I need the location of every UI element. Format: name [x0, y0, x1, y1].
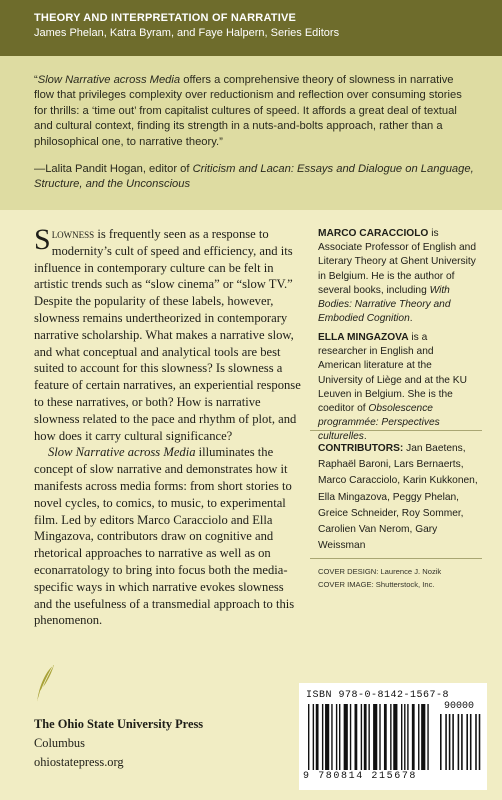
attribution-work: Criticism and Lacan: Essays and Dialogue on Language, Structure, and the Unconscious — [34, 163, 474, 191]
lead-smallcaps: lowness — [51, 227, 95, 241]
endorsement-quote — [34, 73, 474, 150]
bio-caracciolo-name: MARCO CARACCIOLO — [318, 228, 429, 239]
bio-caracciolo-text: is Associate Professor of English and Literary Theory at Ghent University in Belgium. He is the author of several books, including — [318, 228, 476, 296]
paragraph-1-text: is frequently seen as a response to modernity’s cult of speed and efficiency, and its influence in contemporary culture can be felt in artistic trends such as “slow cinema” or “slow TV.” Despite the popularity of these labels, however, slowness remains undertheorized in contemporary narrative scholarship. What makes a narrative slow, and what conceptual and analytical tools are best suited to account for this slowness? Is slowness a feature of certain narratives, an experiential response to these narratives, or both? How is narrative slowness related to the pace and rhythm of plot, and how does it carry cultural significance? — [34, 227, 301, 443]
quote-book-title: Slow Narrative across Media — [37, 74, 181, 86]
feather-quill-icon — [33, 664, 55, 704]
barcode-bar — [427, 704, 428, 770]
paragraph-2-text: illuminates the concept of slow narrative and demonstrates how it manifests across media forms: from short stories to novel cycles, to comics, to music, to experimental film. Led by editors Marco Caracciolo and Ella Mingazova, contributors draw on cognitive and rhetorical approaches to narrative as well as on econarratology to bring into focus both the media-specific ways in which narrative evokes slowness and the usefulness of a transmedial approach to this phenomenon. — [34, 445, 295, 628]
drop-cap: S — [34, 223, 51, 256]
barcode-bar — [475, 714, 477, 770]
barcode-bar — [373, 704, 377, 770]
series-title: THEORY AND INTERPRETATION OF NARRATIVE — [34, 12, 297, 24]
bio-mingazova-book: Obsolescence programmée: Perspectives culturelles — [318, 403, 440, 443]
barcode-bar — [449, 714, 451, 770]
quote-text: offers a comprehensive theory of slowness in narrative flow that privileges complexity over reductionism and reflection over consuming stories for thrills: a ‘time out’ from capitalist cultures of speed. It affords a great deal of textual and cultural context, finding its strength in a nuts-and-bolts approach, rather than a philosophical one, to narrative theory.” — [34, 74, 462, 148]
barcode-bar — [466, 714, 468, 770]
publisher-url: ohiostatepress.org — [34, 755, 124, 769]
barcode-bar — [322, 704, 323, 770]
barcode-bar — [325, 704, 329, 770]
barcode-bar — [421, 704, 425, 770]
bio-caracciolo-end: . — [409, 313, 413, 325]
barcode-bar — [440, 714, 442, 770]
barcode-bar — [458, 714, 460, 770]
barcode-bar — [368, 704, 369, 770]
contributors-label: CONTRIBUTORS: — [318, 443, 404, 454]
description-paragraph-2 — [34, 444, 302, 629]
bio-mingazova-end: . — [363, 431, 367, 443]
divider — [310, 430, 482, 431]
cover-credits — [318, 566, 482, 591]
contributors-list — [318, 441, 482, 554]
barcode-bar — [355, 704, 358, 770]
barcode-bar — [452, 714, 454, 770]
paragraph-2-title: Slow Narrative across Media — [48, 445, 196, 460]
bio-mingazova — [318, 331, 478, 445]
price-addon-barcode — [440, 714, 484, 770]
bio-mingazova-text: is a researcher in English and American literature at the University of Liège and at the KU Leuven in Belgium. She is the coeditor of — [318, 332, 467, 415]
barcode-bar — [316, 704, 319, 770]
barcode-bar — [350, 704, 351, 770]
divider — [310, 558, 482, 559]
barcode-bar — [339, 704, 340, 770]
barcode-bar — [313, 704, 314, 770]
barcode-bar — [418, 704, 419, 770]
cover-design-credit: COVER DESIGN: Laurence J. Nozik — [318, 567, 442, 576]
barcode-bar — [384, 704, 387, 770]
barcode-bar — [361, 704, 362, 770]
publisher-block — [34, 715, 203, 772]
barcode-bar — [404, 704, 405, 770]
barcode-bar — [407, 704, 408, 770]
barcode-bar — [379, 704, 380, 770]
bio-mingazova-name: ELLA MINGAZOVA — [318, 332, 409, 343]
publisher-city: Columbus — [34, 736, 85, 750]
barcode-bar — [308, 704, 309, 770]
attribution-lead: —Lalita Pandit Hogan, editor of — [34, 163, 193, 175]
barcode-bar — [445, 714, 447, 770]
barcode-bar — [344, 704, 348, 770]
publisher-name: The Ohio State University Press — [34, 717, 204, 731]
bio-caracciolo — [318, 227, 478, 326]
barcode-bar — [393, 704, 397, 770]
bio-caracciolo-book: With Bodies: Narrative Theory and Embodied Cognition — [318, 284, 451, 325]
barcode-bar — [401, 704, 402, 770]
barcode-bar — [331, 704, 332, 770]
barcode-bar — [412, 704, 415, 770]
barcode-bar — [364, 704, 367, 770]
ean-digits: 9 780814 215678 — [303, 771, 418, 782]
contributors-names: Jan Baetens, Raphaël Baroni, Lars Bernaerts, Marco Caracciolo, Karin Kukkonen, Ella Mingazova, Peggy Phelan, Greice Schneider, Roy Sommer, Carolien Van Nerom, Gary Weissman — [318, 443, 478, 552]
book-description — [34, 223, 302, 629]
description-paragraph-1 — [34, 223, 302, 444]
cover-image-credit: COVER IMAGE: Shutterstock, Inc. — [318, 579, 435, 589]
quote-attribution — [34, 162, 474, 193]
isbn-text: ISBN 978-0-8142-1567-8 — [306, 690, 450, 701]
barcode-bar — [470, 714, 472, 770]
quote-open-mark: “ — [34, 74, 38, 86]
series-editors: James Phelan, Katra Byram, and Faye Halpern, Series Editors — [34, 27, 340, 39]
ean-barcode — [308, 704, 432, 770]
barcode-bar — [479, 714, 481, 770]
barcode-bar — [390, 704, 391, 770]
barcode-bar — [336, 704, 337, 770]
barcode-bar — [461, 714, 463, 770]
price-code: 90000 — [444, 701, 475, 712]
